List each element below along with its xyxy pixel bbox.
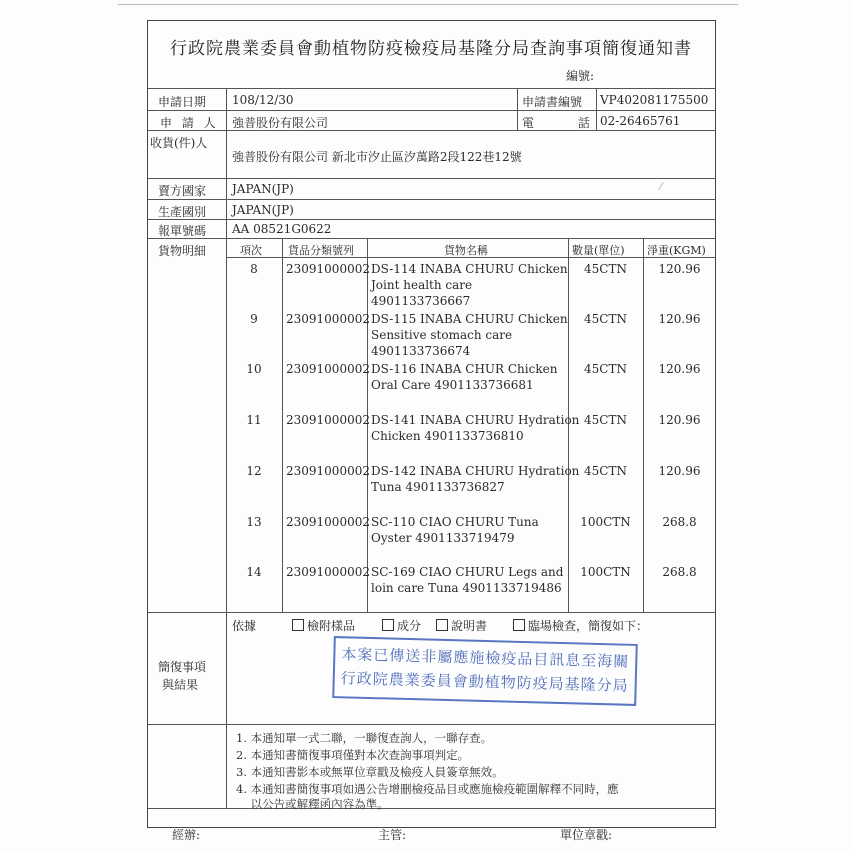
- option-manual: [436, 617, 487, 634]
- row-code: 23091000002: [286, 413, 370, 427]
- footer-supervisor: 主管:: [378, 828, 407, 842]
- option-inspection-label: 臨場檢查，簡復如下：: [528, 619, 649, 633]
- row-goods-name-line: loin care Tuna 4901133719486: [371, 581, 562, 595]
- row-goods-name-line: 4901133736667: [371, 294, 471, 308]
- row-goods-name-line: DS-115 INABA CHURU Chicken: [371, 312, 568, 326]
- goods-label: 貨物明細: [158, 244, 207, 258]
- row-goods-name-line: Sensitive stomach care: [371, 328, 513, 342]
- row-quantity: 45CTN: [584, 464, 627, 478]
- row-goods-name-line: DS-116 INABA CHUR Chicken: [371, 362, 558, 376]
- checkbox-inspection: [513, 619, 525, 631]
- phone-label: 電 話: [522, 116, 610, 130]
- consignee-value: 強普股份有限公司 新北市汐止區汐萬路2段122巷12號: [232, 150, 522, 164]
- row-code: 23091000002: [286, 312, 370, 326]
- footer-unit-seal: 單位章戳:: [560, 828, 613, 842]
- row-code: 23091000002: [286, 515, 370, 529]
- declaration-value: AA 08521G0622: [232, 222, 332, 236]
- note-3: 3. 本通知書影本或無單位章戳及檢疫人員簽章無效。: [236, 765, 504, 779]
- row-net-weight: 268.8: [662, 515, 697, 529]
- origin-value: JAPAN(JP): [232, 203, 294, 217]
- apply-no-label: 申請書編號: [522, 95, 583, 109]
- header-quantity: 數量(單位): [572, 244, 625, 257]
- row-item-no: 8: [250, 262, 258, 276]
- row-goods-name-line: DS-114 INABA CHURU Chicken: [371, 262, 568, 276]
- row-net-weight: 120.96: [658, 362, 701, 376]
- row-net-weight: 120.96: [658, 262, 701, 276]
- row-code: 23091000002: [286, 464, 370, 478]
- apply-date-value: 108/12/30: [232, 93, 294, 107]
- seller-country-value: JAPAN(JP): [232, 182, 294, 196]
- row-code: 23091000002: [286, 362, 370, 376]
- reply-label-line1: 簡復事項: [158, 660, 207, 674]
- row-item-no: 9: [250, 312, 258, 326]
- row-quantity: 45CTN: [584, 262, 627, 276]
- row-goods-name-line: Chicken 4901133736810: [371, 429, 524, 443]
- note-1: 1. 本通知單一式二聯，一聯復查詢人，一聯存查。: [236, 731, 493, 745]
- footer-handler: 經辦:: [172, 828, 201, 842]
- checkbox-ingredients: [382, 619, 394, 631]
- basis-label: 依據: [232, 619, 257, 633]
- row-net-weight: 120.96: [658, 464, 701, 478]
- row-net-weight: 120.96: [658, 312, 701, 326]
- row-item-no: 12: [246, 464, 262, 478]
- blue-stamp: [332, 636, 638, 706]
- option-sample: [292, 617, 355, 634]
- declaration-label: 報單號碼: [158, 224, 207, 238]
- seller-country-label: 賣方國家: [158, 184, 207, 198]
- reply-label-line2: 與結果: [162, 678, 199, 692]
- note-2: 2. 本通知書簡復事項僅對本次查詢事項判定。: [236, 748, 470, 762]
- phone-value: 02-26465761: [600, 114, 681, 128]
- checkbox-manual: [436, 619, 448, 631]
- row-goods-name-line: SC-110 CIAO CHURU Tuna: [371, 515, 539, 529]
- document-title: 行政院農業委員會動植物防疫檢疫局基隆分局查詢事項簡復通知書: [170, 39, 692, 59]
- row-goods-name-line: 4901133736674: [371, 344, 471, 358]
- row-net-weight: 120.96: [658, 413, 701, 427]
- applicant-label: 申 請 人: [160, 116, 219, 130]
- header-net-weight: 淨重(KGM): [647, 244, 706, 257]
- option-inspection: [513, 617, 648, 634]
- apply-date-label: 申請日期: [158, 95, 207, 109]
- row-goods-name-line: SC-169 CIAO CHURU Legs and: [371, 565, 564, 579]
- row-goods-name-line: Oral Care 4901133736681: [371, 378, 534, 392]
- stamp-line1: 本案已傳送非屬應施檢疫品目訊息至海關: [341, 645, 630, 671]
- option-manual-label: 說明書: [451, 619, 488, 633]
- stray-mark: ⁄: [660, 182, 662, 193]
- header-code: 貨品分類號列: [288, 244, 354, 257]
- row-goods-name-line: DS-141 INABA CHURU Hydration: [371, 413, 580, 427]
- checkbox-sample: [292, 619, 304, 631]
- row-quantity: 45CTN: [584, 362, 627, 376]
- row-item-no: 10: [246, 362, 262, 376]
- note-4: 4. 本通知書簡復事項如遇公告增刪檢疫品目或應施檢疫範圍解釋不同時，應: [236, 782, 619, 796]
- option-ingredients: [382, 617, 421, 634]
- row-goods-name-line: Oyster 4901133719479: [371, 531, 515, 545]
- row-code: 23091000002: [286, 565, 370, 579]
- stamp-line2: 行政院農業委員會動植物防疫局基隆分局: [340, 669, 629, 695]
- row-net-weight: 268.8: [662, 565, 697, 579]
- row-quantity: 45CTN: [584, 413, 627, 427]
- apply-no-value: VP402081175500: [600, 93, 709, 107]
- header-item-no: 項次: [240, 244, 262, 257]
- row-goods-name-line: Tuna 4901133736827: [371, 480, 505, 494]
- row-goods-name-line: Joint health care: [371, 278, 473, 292]
- header-goods-name: 貨物名稱: [444, 244, 488, 257]
- row-item-no: 13: [246, 515, 262, 529]
- row-quantity: 45CTN: [584, 312, 627, 326]
- row-code: 23091000002: [286, 262, 370, 276]
- consignee-label: 收貨(件)人: [150, 136, 208, 150]
- note-4-cont: 以公告或解釋函內容為準。: [236, 797, 389, 811]
- number-label: 編號:: [566, 69, 595, 83]
- row-goods-name-line: DS-142 INABA CHURU Hydration: [371, 464, 580, 478]
- option-sample-label: 檢附樣品: [307, 619, 356, 633]
- scan-edge: [118, 4, 738, 5]
- applicant-value: 強普股份有限公司: [232, 116, 329, 130]
- row-quantity: 100CTN: [580, 515, 631, 529]
- row-item-no: 14: [246, 565, 262, 579]
- row-item-no: 11: [246, 413, 262, 427]
- origin-label: 生產國別: [158, 205, 207, 219]
- option-ingredients-label: 成分: [397, 619, 422, 633]
- row-quantity: 100CTN: [580, 565, 631, 579]
